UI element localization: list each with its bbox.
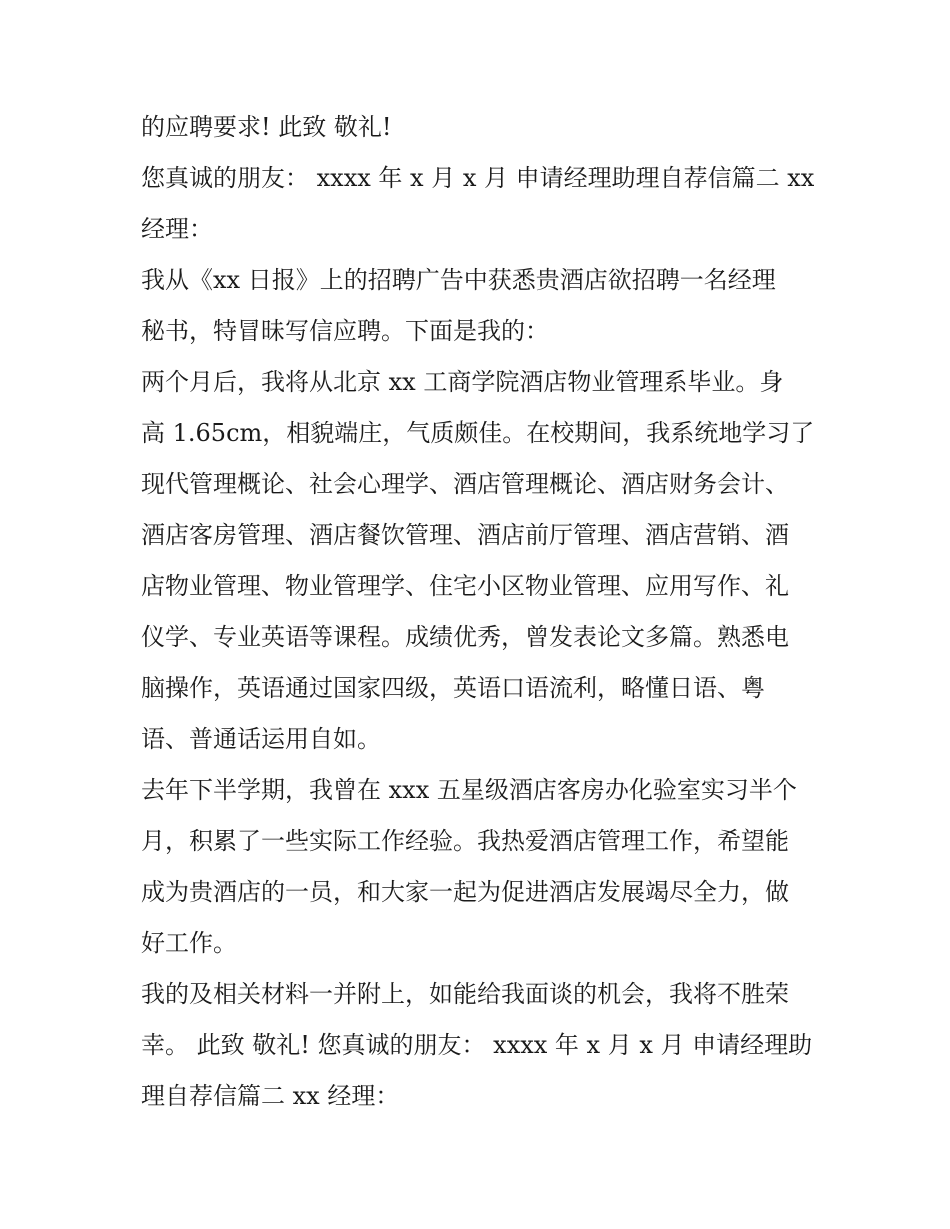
text-line: 好工作。 bbox=[141, 929, 237, 957]
text-line: 我的及相关材料一并附上，如能给我面谈的机会，我将不胜荣 bbox=[141, 980, 789, 1008]
text-line: 酒店客房管理、酒店餐饮管理、酒店前厅管理、酒店营销、酒 bbox=[141, 521, 789, 549]
text-line: 脑操作，英语通过国家四级，英语口语流利，略懂日语、粤 bbox=[141, 674, 765, 702]
text-line: 两个月后，我将从北京 xx 工商学院酒店物业管理系毕业。身 bbox=[141, 368, 784, 396]
text-line: 经理： bbox=[141, 215, 213, 243]
letter-body bbox=[141, 102, 821, 1122]
text-line: 成为贵酒店的一员，和大家一起为促进酒店发展竭尽全力，做 bbox=[141, 878, 789, 906]
text-line: 理自荐信篇二 xx 经理： bbox=[141, 1082, 400, 1110]
text-line: 秘书，特冒昧写信应聘。下面是我的： bbox=[141, 317, 549, 345]
text-line: 语、普通话运用自如。 bbox=[141, 725, 381, 753]
text-line: 高 1.65cm，相貌端庄，气质颇佳。在校期间，我系统地学习了 bbox=[141, 419, 815, 447]
text-line: 去年下半学期，我曾在 xxx 五星级酒店客房办化验室实习半个 bbox=[141, 776, 797, 804]
text-line: 您真诚的朋友： xxxx 年 x 月 x 月 申请经理助理自荐信篇二 xx bbox=[141, 164, 815, 192]
text-line: 店物业管理、物业管理学、住宅小区物业管理、应用写作、礼 bbox=[141, 572, 789, 600]
text-line: 我从《xx 日报》上的招聘广告中获悉贵酒店欲招聘一名经理 bbox=[141, 266, 776, 294]
text-line: 幸。 此致 敬礼! 您真诚的朋友： xxxx 年 x 月 x 月 申请经理助 bbox=[141, 1031, 813, 1059]
text-line: 仪学、专业英语等课程。成绩优秀，曾发表论文多篇。熟悉电 bbox=[141, 623, 789, 651]
text-line: 现代管理概论、社会心理学、酒店管理概论、酒店财务会计、 bbox=[141, 470, 789, 498]
text-line: 的应聘要求! 此致 敬礼! bbox=[141, 113, 392, 141]
text-line: 月，积累了一些实际工作经验。我热爱酒店管理工作，希望能 bbox=[141, 827, 789, 855]
